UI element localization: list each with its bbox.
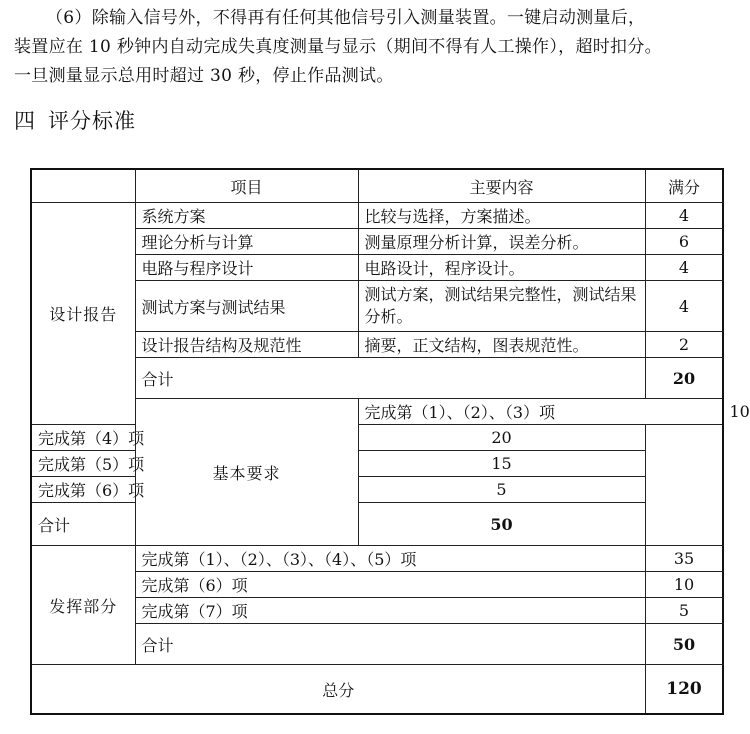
table-row [31, 255, 723, 281]
subtotal-score-cell: 20 [645, 358, 723, 399]
content-cell: 测量原理分析计算，误差分析。 [358, 229, 645, 255]
category-cell-design-report: 设计报告 [31, 203, 135, 425]
score-cell: 5 [358, 477, 645, 503]
table-row [31, 332, 723, 358]
category-cell-extended-part: 发挥部分 [31, 546, 135, 665]
table-row [31, 451, 723, 477]
item-cell: 完成第（1）、（2）、（3）项 [358, 399, 723, 425]
content-cell: 比较与选择，方案描述。 [358, 203, 645, 229]
table-row [31, 572, 723, 598]
table-header-row [31, 169, 723, 203]
item-cell: 完成第（4）项 [31, 425, 358, 451]
table-row [31, 477, 723, 503]
intro-paragraph-line-1: （6）除输入信号外，不得再有任何其他信号引入测量装置。一键启动测量后， [46, 8, 646, 28]
item-cell: 完成第（7）项 [135, 598, 645, 624]
section-title: 评分标准 [48, 109, 136, 133]
header-score-cell: 满分 [645, 169, 723, 203]
table-row [31, 229, 723, 255]
subtotal-label-cell: 合计 [31, 503, 358, 546]
header-category-cell [31, 169, 135, 203]
table-row: 基本要求 完成第（1）、（2）、（3）项 10 [31, 399, 723, 425]
item-cell: 电路与程序设计 [135, 255, 358, 281]
header-content-cell: 主要内容 [358, 169, 645, 203]
score-cell: 4 [645, 255, 723, 281]
score-cell: 6 [645, 229, 723, 255]
scoring-table [30, 168, 750, 715]
score-cell: 5 [645, 598, 723, 624]
table-row [31, 203, 723, 229]
subtotal-label-cell: 合计 [135, 358, 645, 399]
table-row [31, 281, 723, 332]
item-cell: 完成第（5）项 [31, 451, 358, 477]
item-cell: 测试方案与测试结果 [135, 281, 358, 332]
item-cell: 完成第（6）项 [31, 477, 358, 503]
score-cell: 15 [358, 451, 645, 477]
item-cell: 完成第（6）项 [135, 572, 645, 598]
score-cell: 4 [645, 281, 723, 332]
score-cell: 10 [645, 572, 723, 598]
subtotal-row [31, 503, 723, 546]
table-row [31, 546, 723, 572]
total-score-cell: 120 [645, 665, 723, 715]
subtotal-label-cell: 合计 [135, 624, 645, 665]
table-row [31, 598, 723, 624]
score-cell: 4 [645, 203, 723, 229]
score-cell: 35 [645, 546, 723, 572]
section-heading [14, 106, 136, 136]
item-cell: 系统方案 [135, 203, 358, 229]
table-row [31, 425, 723, 451]
section-number: 四 [14, 109, 36, 133]
content-cell: 电路设计，程序设计。 [358, 255, 645, 281]
content-cell: 测试方案，测试结果完整性，测试结果分析。 [358, 281, 645, 332]
subtotal-score-cell: 50 [358, 503, 645, 546]
intro-paragraph-line-3: 一旦测量显示总用时超过 30 秒，停止作品测试。 [14, 66, 394, 86]
total-label-cell: 总分 [31, 665, 645, 715]
header-item-cell: 项目 [135, 169, 358, 203]
item-cell: 设计报告结构及规范性 [135, 332, 358, 358]
score-cell: 2 [645, 332, 723, 358]
subtotal-row [31, 358, 723, 399]
category-cell-basic-requirements: 基本要求 [135, 399, 358, 546]
item-cell: 理论分析与计算 [135, 229, 358, 255]
subtotal-score-cell: 50 [645, 624, 723, 665]
total-row [31, 665, 723, 715]
intro-paragraph-line-2: 装置应在 10 秒钟内自动完成失真度测量与显示（期间不得有人工操作），超时扣分。 [14, 37, 662, 57]
item-cell: 完成第（1）、（2）、（3）、（4）、（5）项 [135, 546, 645, 572]
subtotal-row [31, 624, 723, 665]
content-cell: 摘要，正文结构，图表规范性。 [358, 332, 645, 358]
score-cell: 20 [358, 425, 645, 451]
